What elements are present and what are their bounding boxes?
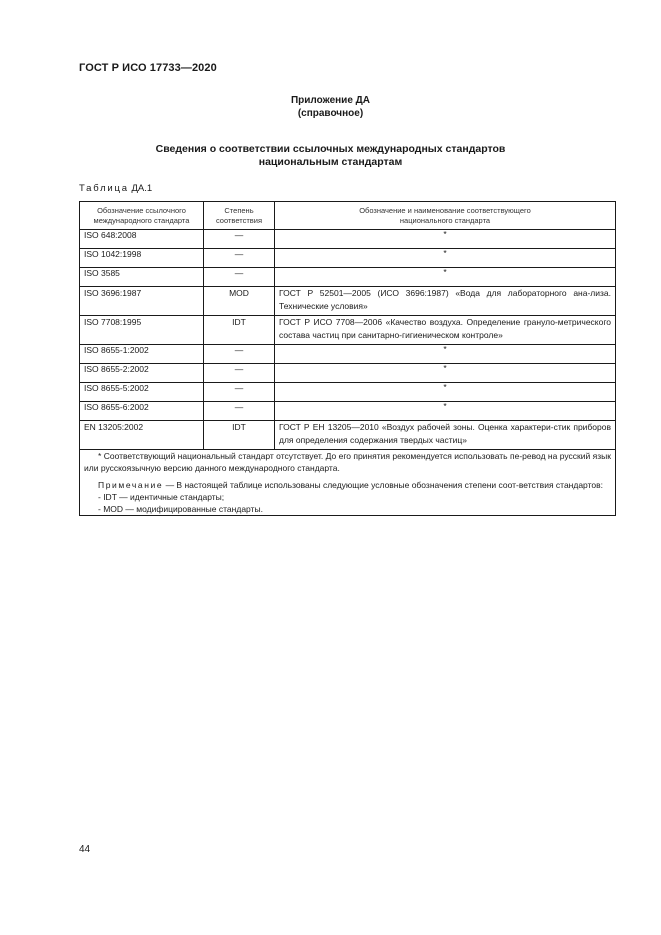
note-text: — В настоящей таблице использованы следующие условные обозначения степени соот-ветствия стандартов: [163, 479, 604, 490]
header-degree: Степень соответствия [204, 202, 275, 230]
note-label: Примечание [98, 479, 164, 490]
header-international-standard: Обозначение ссылочного международного стандарта [80, 202, 204, 230]
cell-national: ГОСТ Р 52501—2005 (ИСО 3696:1987) «Вода для лабораторного ана-лиза. Технические условия» [275, 287, 616, 316]
appendix-heading [0, 94, 661, 120]
cell-degree: — [204, 230, 275, 249]
cell-standard: ISO 8655-6:2002 [80, 402, 204, 421]
cell-standard: ISO 648:2008 [80, 230, 204, 249]
page-number: 44 [79, 844, 91, 855]
header-national-standard: Обозначение и наименование соответствующего национального стандарта [275, 202, 616, 230]
footnote-cell [80, 450, 616, 516]
cell-national: * [275, 402, 616, 421]
cell-degree: — [204, 249, 275, 268]
table-row [80, 287, 616, 316]
table-row [80, 230, 616, 249]
cell-national: * [275, 383, 616, 402]
table-footnote-row [80, 450, 616, 516]
cell-national: ГОСТ Р ЕН 13205—2010 «Воздух рабочей зоны. Оценка характери-стик приборов для определения содержания твердых частиц» [275, 421, 616, 450]
cell-degree: — [204, 402, 275, 421]
table-row [80, 421, 616, 450]
cell-national: * [275, 345, 616, 364]
document-code: ГОСТ Р ИСО 17733—2020 [79, 62, 217, 74]
table-caption [79, 183, 152, 194]
cell-degree: IDT [204, 421, 275, 450]
cell-standard: ISO 8655-5:2002 [80, 383, 204, 402]
table-caption-label: Таблица [79, 183, 129, 194]
table-row [80, 364, 616, 383]
cell-standard: EN 13205:2002 [80, 421, 204, 450]
table-row [80, 345, 616, 364]
cell-national: ГОСТ Р ИСО 7708—2006 «Качество воздуха. Определение грануло-метрического состава частиц при санитарно-гигиеническом контроле» [275, 316, 616, 345]
section-title [0, 143, 661, 169]
note-paragraph [84, 479, 611, 491]
cell-degree: — [204, 345, 275, 364]
cell-national: * [275, 268, 616, 287]
table-row [80, 383, 616, 402]
cell-national: * [275, 249, 616, 268]
note-item: - IDT — идентичные стандарты; [98, 491, 225, 502]
standards-correspondence-table [79, 201, 616, 516]
cell-standard: ISO 8655-2:2002 [80, 364, 204, 383]
table-row [80, 249, 616, 268]
cell-degree: — [204, 383, 275, 402]
appendix-title: Приложение ДА [290, 95, 371, 106]
table-row [80, 316, 616, 345]
table-row [80, 268, 616, 287]
cell-standard: ISO 7708:1995 [80, 316, 204, 345]
cell-national: * [275, 230, 616, 249]
cell-standard: ISO 3585 [80, 268, 204, 287]
cell-national: * [275, 364, 616, 383]
cell-degree: — [204, 268, 275, 287]
note-item: - MOD — модифицированные стандарты. [98, 504, 263, 515]
footnote-text: * Соответствующий национальный стандарт отсутствует. До его принятия рекомендуется использовать пе-ревод на русский язык или русскоязычную версию данного международного стандарта. [84, 451, 611, 474]
cell-degree: — [204, 364, 275, 383]
appendix-subtitle: (справочное) [297, 108, 364, 119]
cell-degree: MOD [204, 287, 275, 316]
table-row [80, 402, 616, 421]
cell-standard: ISO 3696:1987 [80, 287, 204, 316]
section-title-line1: Сведения о соответствии ссылочных международных стандартов [155, 143, 506, 155]
cell-degree: IDT [204, 316, 275, 345]
table-header-row [80, 202, 616, 230]
cell-standard: ISO 1042:1998 [80, 249, 204, 268]
section-title-line2: национальным стандартам [258, 156, 403, 168]
table-caption-number: ДА.1 [131, 183, 153, 194]
cell-standard: ISO 8655-1:2002 [80, 345, 204, 364]
